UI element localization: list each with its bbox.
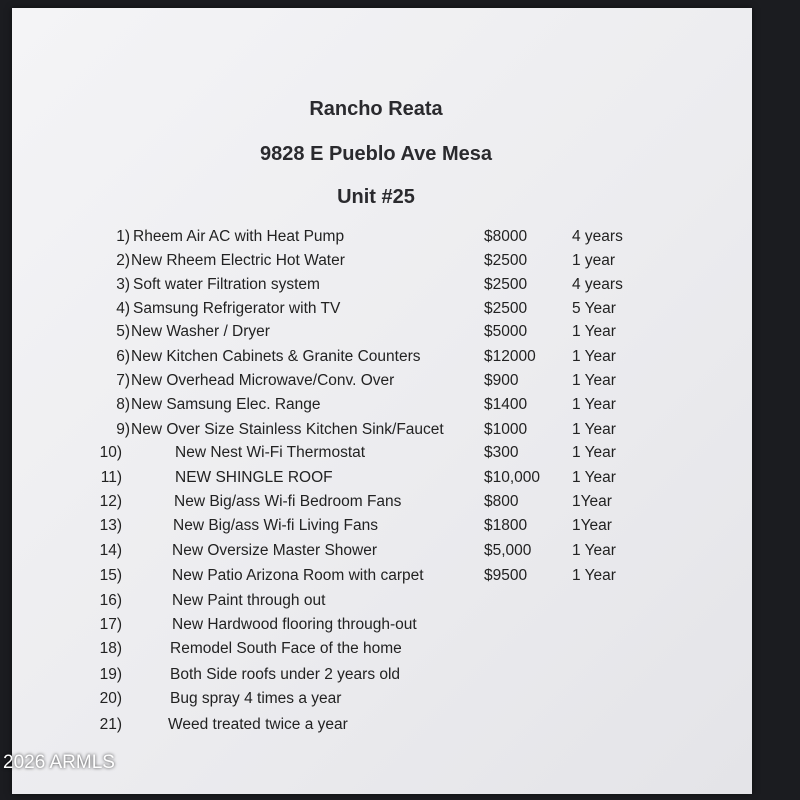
item-description: Remodel South Face of the home xyxy=(170,640,402,657)
list-item xyxy=(0,592,752,614)
item-number: 16) xyxy=(99,592,122,609)
item-number: 19) xyxy=(99,666,122,683)
item-warranty: 1Year xyxy=(572,493,612,510)
item-description: Bug spray 4 times a year xyxy=(170,690,342,707)
item-description: New Big/ass Wi-fi Living Fans xyxy=(173,517,379,534)
list-item xyxy=(0,228,752,250)
item-number: 2) xyxy=(116,252,130,269)
list-item xyxy=(0,567,752,589)
item-number: 11) xyxy=(100,469,122,486)
item-price: $2500 xyxy=(484,252,528,269)
item-number: 18) xyxy=(99,640,122,657)
item-price: $2500 xyxy=(484,300,528,317)
item-number: 4) xyxy=(116,300,130,317)
item-number: 15) xyxy=(99,567,122,584)
item-description: New Kitchen Cabinets & Granite Counters xyxy=(131,348,421,365)
item-description: New Rheem Electric Hot Water xyxy=(131,252,345,269)
list-item xyxy=(0,493,752,515)
item-description: New Washer / Dryer xyxy=(131,323,270,340)
item-description: Soft water Filtration system xyxy=(133,276,320,293)
item-warranty: 1 Year xyxy=(572,469,616,486)
list-item xyxy=(0,640,752,662)
list-item xyxy=(0,690,752,712)
item-number: 9) xyxy=(116,421,130,438)
item-number: 20) xyxy=(99,690,122,707)
list-item xyxy=(0,348,752,370)
list-item xyxy=(0,517,752,539)
item-number: 17) xyxy=(99,616,122,633)
item-number: 7) xyxy=(116,372,130,389)
item-price: $8000 xyxy=(484,228,528,245)
item-description: Rheem Air AC with Heat Pump xyxy=(133,228,345,245)
property-address: 9828 E Pueblo Ave Mesa xyxy=(260,143,492,165)
list-item xyxy=(0,542,752,564)
item-number: 6) xyxy=(116,348,130,365)
item-warranty: 4 years xyxy=(572,276,623,293)
item-number: 21) xyxy=(99,716,122,733)
item-warranty: 1 Year xyxy=(572,542,616,559)
item-price: $5,000 xyxy=(484,542,532,559)
item-price: $1000 xyxy=(484,421,528,438)
item-price: $1800 xyxy=(484,517,528,534)
list-item xyxy=(0,323,752,345)
list-item xyxy=(0,372,752,394)
list-item xyxy=(0,469,752,491)
item-warranty: 1 Year xyxy=(572,348,616,365)
item-warranty: 1 Year xyxy=(572,567,616,584)
item-price: $300 xyxy=(484,444,519,461)
property-name: Rancho Reata xyxy=(309,98,443,120)
item-number: 3) xyxy=(116,276,130,293)
item-number: 13) xyxy=(99,517,122,534)
item-warranty: 1 Year xyxy=(572,444,616,461)
item-number: 10) xyxy=(99,444,122,461)
list-item xyxy=(0,444,752,466)
item-warranty: 1 Year xyxy=(572,421,616,438)
list-item xyxy=(0,421,752,443)
item-number: 14) xyxy=(99,542,122,559)
list-item xyxy=(0,716,752,738)
item-warranty: 1 Year xyxy=(572,323,616,340)
item-number: 1) xyxy=(116,228,130,245)
item-number: 5) xyxy=(116,323,130,340)
item-price: $900 xyxy=(484,372,519,389)
item-description: Both Side roofs under 2 years old xyxy=(170,666,401,683)
item-price: $9500 xyxy=(484,567,528,584)
item-warranty: 4 years xyxy=(572,228,623,245)
item-description: New Nest Wi-Fi Thermostat xyxy=(175,444,366,461)
item-price: $5000 xyxy=(484,323,528,340)
item-number: 8) xyxy=(116,396,130,413)
item-warranty: 1 Year xyxy=(572,372,616,389)
list-item xyxy=(0,300,752,322)
item-warranty: 1 Year xyxy=(572,396,616,413)
list-item xyxy=(0,616,752,638)
item-warranty: 5 Year xyxy=(572,300,616,317)
item-description: New Hardwood flooring through-out xyxy=(172,616,417,633)
item-price: $2500 xyxy=(484,276,528,293)
list-item xyxy=(0,252,752,274)
item-description: New Oversize Master Shower xyxy=(172,542,378,559)
item-description: NEW SHINGLE ROOF xyxy=(175,469,333,486)
item-description: New Paint through out xyxy=(172,592,326,609)
list-item xyxy=(0,276,752,298)
item-description: Weed treated twice a year xyxy=(168,716,348,733)
item-warranty: 1Year xyxy=(572,517,612,534)
item-description: New Over Size Stainless Kitchen Sink/Faucet xyxy=(131,421,444,438)
item-price: $10,000 xyxy=(484,469,541,486)
item-description: New Overhead Microwave/Conv. Over xyxy=(131,372,395,389)
item-description: New Patio Arizona Room with carpet xyxy=(172,567,424,584)
item-description: Samsung Refrigerator with TV xyxy=(133,300,341,317)
item-description: New Samsung Elec. Range xyxy=(131,396,321,413)
watermark: 2026 ARMLS xyxy=(3,752,115,773)
item-warranty: 1 year xyxy=(572,252,616,269)
list-item xyxy=(0,396,752,418)
item-price: $12000 xyxy=(484,348,536,365)
unit-number: Unit #25 xyxy=(337,186,415,208)
item-price: $1400 xyxy=(484,396,528,413)
list-item xyxy=(0,666,752,688)
item-price: $800 xyxy=(484,493,519,510)
item-number: 12) xyxy=(99,493,122,510)
item-description: New Big/ass Wi-fi Bedroom Fans xyxy=(174,493,402,510)
